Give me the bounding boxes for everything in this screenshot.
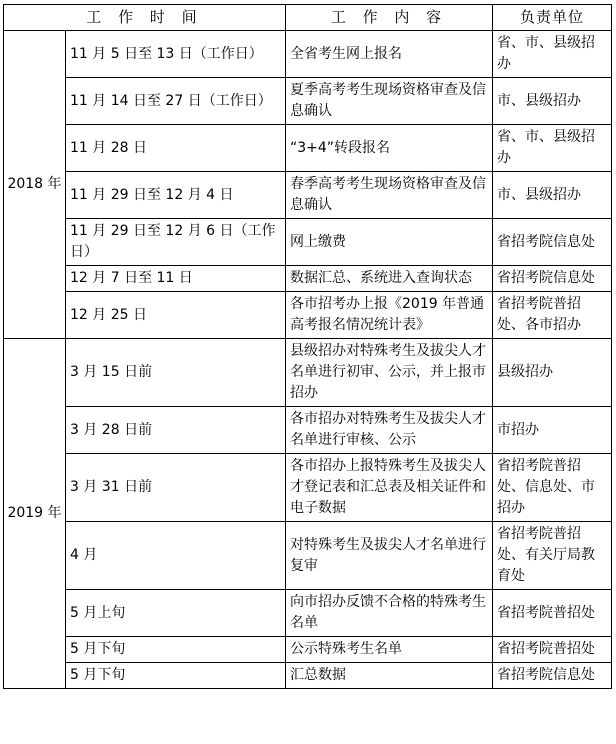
unit-cell: 省招考院信息处	[493, 663, 612, 689]
content-cell: “3+4”转段报名	[286, 125, 493, 172]
time-cell: 11 月 29 日至 12 月 4 日	[66, 172, 286, 219]
table-row	[4, 339, 612, 407]
unit-cell: 市招办	[493, 407, 612, 454]
content-cell: 全省考生网上报名	[286, 31, 493, 78]
unit-cell: 省招考院普招处、有关厅局教育处	[493, 522, 612, 590]
content-cell: 网上缴费	[286, 219, 493, 266]
time-cell: 11 月 5 日至 13 日（工作日）	[66, 31, 286, 78]
unit-cell: 省招考院普招处、各市招办	[493, 292, 612, 339]
time-cell: 5 月下旬	[66, 663, 286, 689]
header-time: 工 作 时 间	[4, 5, 286, 31]
unit-cell: 省招考院信息处	[493, 219, 612, 266]
time-cell: 3 月 28 日前	[66, 407, 286, 454]
unit-cell: 市、县级招办	[493, 78, 612, 125]
table-row	[4, 522, 612, 590]
table-row	[4, 219, 612, 266]
content-cell: 县级招办对特殊考生及拔尖人才名单进行初审、公示，并上报市招办	[286, 339, 493, 407]
time-cell: 12 月 25 日	[66, 292, 286, 339]
table-row	[4, 31, 612, 78]
unit-cell: 省、市、县级招办	[493, 31, 612, 78]
header-row	[4, 5, 612, 31]
time-cell: 3 月 15 日前	[66, 339, 286, 407]
header-content: 工 作 内 容	[286, 5, 493, 31]
content-cell: 各市招办上报特殊考生及拔尖人才登记表和汇总表及相关证件和电子数据	[286, 454, 493, 522]
table-row	[4, 172, 612, 219]
year-cell-2018: 2018 年	[4, 31, 66, 339]
content-cell: 对特殊考生及拔尖人才名单进行复审	[286, 522, 493, 590]
content-cell: 数据汇总、系统进入查询状态	[286, 266, 493, 292]
content-cell: 汇总数据	[286, 663, 493, 689]
unit-cell: 县级招办	[493, 339, 612, 407]
schedule-table	[3, 4, 612, 689]
time-cell: 11 月 28 日	[66, 125, 286, 172]
content-cell: 各市招办对特殊考生及拔尖人才名单进行审核、公示	[286, 407, 493, 454]
time-cell: 11 月 14 日至 27 日（工作日）	[66, 78, 286, 125]
header-unit: 负责单位	[493, 5, 612, 31]
time-cell: 11 月 29 日至 12 月 6 日（工作日）	[66, 219, 286, 266]
unit-cell: 市、县级招办	[493, 172, 612, 219]
unit-cell: 省招考院信息处	[493, 266, 612, 292]
time-cell: 3 月 31 日前	[66, 454, 286, 522]
table-row	[4, 78, 612, 125]
content-cell: 公示特殊考生名单	[286, 637, 493, 663]
time-cell: 5 月上旬	[66, 590, 286, 637]
year-cell-2019: 2019 年	[4, 339, 66, 689]
unit-cell: 省招考院普招处	[493, 637, 612, 663]
time-cell: 4 月	[66, 522, 286, 590]
table-row	[4, 266, 612, 292]
table-row	[4, 407, 612, 454]
table-row	[4, 663, 612, 689]
content-cell: 夏季高考考生现场资格审查及信息确认	[286, 78, 493, 125]
table-row	[4, 125, 612, 172]
time-cell: 12 月 7 日至 11 日	[66, 266, 286, 292]
content-cell: 向市招办反馈不合格的特殊考生名单	[286, 590, 493, 637]
content-cell: 春季高考考生现场资格审查及信息确认	[286, 172, 493, 219]
table-row	[4, 590, 612, 637]
table-row	[4, 454, 612, 522]
time-cell: 5 月下旬	[66, 637, 286, 663]
unit-cell: 省招考院普招处、信息处、市招办	[493, 454, 612, 522]
unit-cell: 省、市、县级招办	[493, 125, 612, 172]
unit-cell: 省招考院普招处	[493, 590, 612, 637]
table-row	[4, 292, 612, 339]
content-cell: 各市招考办上报《2019 年普通高考报名情况统计表》	[286, 292, 493, 339]
table-row	[4, 637, 612, 663]
